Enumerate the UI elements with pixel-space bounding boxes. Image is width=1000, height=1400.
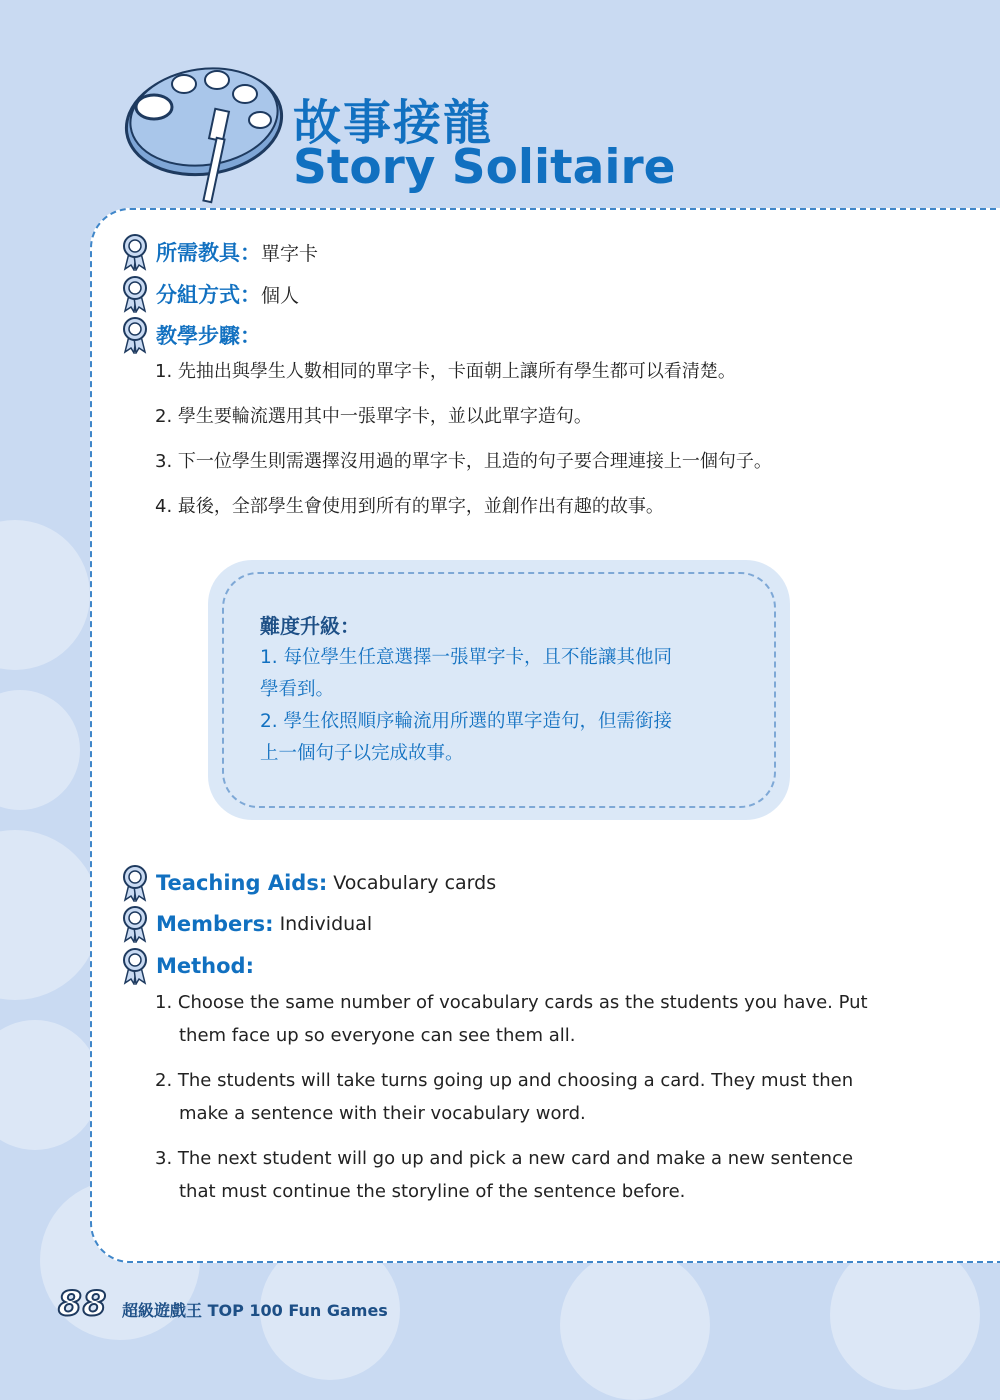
heading-teaching-aids-zh [120,234,318,270]
background-bubble [560,1250,710,1400]
heading-steps-zh [120,317,261,353]
page-number: 88 [58,1284,108,1324]
award-ribbon-icon [120,275,150,313]
list-item: 3. 下一位學生則需選擇沒用過的單字卡，且造的句子要合理連接上一個句子。 [155,451,772,472]
upgrade-item-line: 上一個句子以完成故事。 [260,743,464,764]
steps-list-zh [155,358,875,538]
page-title-english: Story Solitaire [293,140,676,195]
list-item [260,642,760,706]
book-title-footer: 超級遊戲王 TOP 100 Fun Games [122,1301,388,1320]
grouping-label-zh: 分組方式： [156,283,261,307]
teaching-aids-value-en: Vocabulary cards [333,872,497,894]
upgrade-item-line: 2. 學生依照順序輪流用所選的單字造句，但需銜接 [260,711,673,732]
background-bubble [0,830,100,1000]
award-ribbon-icon [120,864,150,902]
heading-teaching-aids-en [120,865,496,901]
list-item [260,706,760,770]
teaching-aids-label-en: Teaching Aids: [156,871,328,895]
background-bubble [0,1020,100,1150]
list-item: 3. The next student will go up and pick a new card and make a new sentence that must continue the storyline of the sentence before. [155,1148,854,1202]
heading-grouping-zh [120,276,299,312]
background-bubble [0,520,90,670]
list-item: 4. 最後，全部學生會使用到所有的單字，並創作出有趣的故事。 [155,496,664,517]
upgrade-list [260,642,760,770]
award-ribbon-icon [120,316,150,354]
members-label-en: Members: [156,912,274,936]
difficulty-upgrade-box [208,560,790,820]
list-item: 2. The students will take turns going up and choosing a card. They must then make a sentence with their vocabulary word. [155,1070,854,1124]
page-title-chinese: 故事接龍 [293,95,494,151]
list-item: 1. 先抽出與學生人數相同的單字卡，卡面朝上讓所有學生都可以看清楚。 [155,361,736,382]
upgrade-title: 難度升級： [260,614,360,638]
steps-list-en [155,986,895,1220]
members-value-en: Individual [279,913,373,935]
teaching-aids-value-zh: 單字卡 [261,242,319,265]
heading-method-en [120,948,254,984]
background-bubble [0,690,80,810]
method-label-en: Method: [156,954,254,978]
teaching-aids-label-zh: 所需教具： [156,241,261,265]
steps-label-zh: 教學步驟： [156,324,261,348]
paint-palette-icon [112,62,287,207]
award-ribbon-icon [120,233,150,271]
heading-members-en [120,906,372,942]
list-item: 2. 學生要輪流選用其中一張單字卡，並以此單字造句。 [155,406,592,427]
award-ribbon-icon [120,905,150,943]
upgrade-item-line: 1. 每位學生任意選擇一張單字卡，且不能讓其他同 [260,647,673,668]
award-ribbon-icon [120,947,150,985]
upgrade-item-line: 學看到。 [260,679,335,700]
list-item: 1. Choose the same number of vocabulary cards as the students you have. Put them face up so everyone can see them all. [155,992,868,1046]
grouping-value-zh: 個人 [261,284,300,307]
